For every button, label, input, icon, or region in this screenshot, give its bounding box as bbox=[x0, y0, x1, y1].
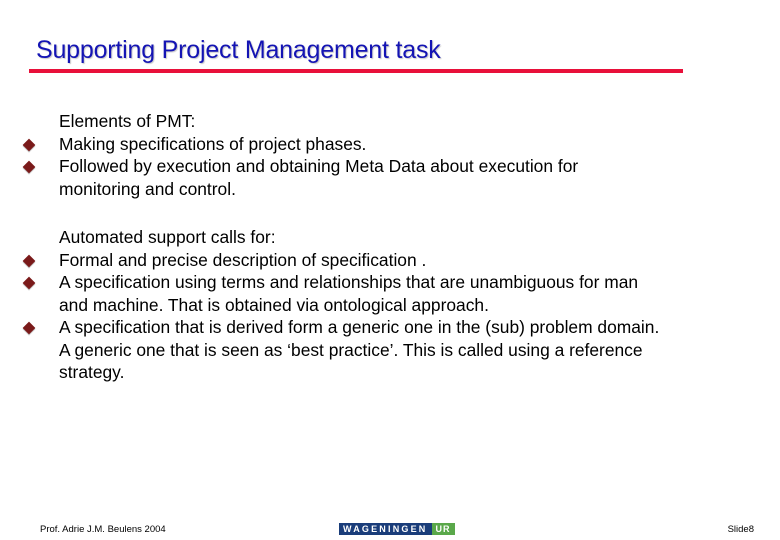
logo-suffix-text: UR bbox=[432, 523, 455, 535]
diamond-bullet-icon bbox=[23, 161, 36, 174]
footer-author: Prof. Adrie J.M. Beulens 2004 bbox=[40, 524, 166, 535]
bullet-text-continuation: and machine. That is obtained via ontological approach. bbox=[59, 294, 489, 315]
bullet-item bbox=[22, 271, 772, 316]
bullet-text: Formal and precise description of specification . bbox=[59, 249, 427, 270]
bullet-text-continuation: strategy. bbox=[59, 362, 125, 382]
bullet-item bbox=[22, 316, 772, 384]
bullet-text: A specification that is derived form a generic one in the (sub) problem domain. bbox=[59, 317, 660, 337]
bullet-text-continuation: monitoring and control. bbox=[59, 178, 236, 199]
bullet-item bbox=[22, 249, 772, 272]
section-heading: Elements of PMT: bbox=[59, 111, 196, 131]
logo-main-text: WAGENINGEN bbox=[339, 523, 432, 535]
diamond-bullet-icon bbox=[23, 322, 36, 335]
section-pmt-elements bbox=[22, 110, 772, 200]
section-heading: Automated support calls for: bbox=[59, 227, 276, 247]
bullet-text-continuation: A generic one that is seen as ‘best practice’. This is called using a reference bbox=[59, 339, 643, 360]
bullet-text: A specification using terms and relationships that are unambiguous for man bbox=[59, 272, 639, 292]
diamond-bullet-icon bbox=[23, 138, 36, 151]
bullet-text: Making specifications of project phases. bbox=[59, 133, 367, 154]
slide-body bbox=[22, 110, 772, 410]
bullet-item bbox=[22, 133, 772, 156]
bullet-text: Followed by execution and obtaining Meta Data about execution for bbox=[59, 156, 579, 176]
section-automated-support bbox=[22, 226, 772, 384]
diamond-bullet-icon bbox=[23, 254, 36, 267]
wageningen-ur-logo bbox=[339, 523, 455, 535]
title-underline bbox=[29, 69, 683, 73]
slide-title: Supporting Project Management task bbox=[36, 36, 441, 64]
slide-number: Slide8 bbox=[727, 524, 754, 535]
diamond-bullet-icon bbox=[23, 277, 36, 290]
bullet-item bbox=[22, 155, 772, 200]
